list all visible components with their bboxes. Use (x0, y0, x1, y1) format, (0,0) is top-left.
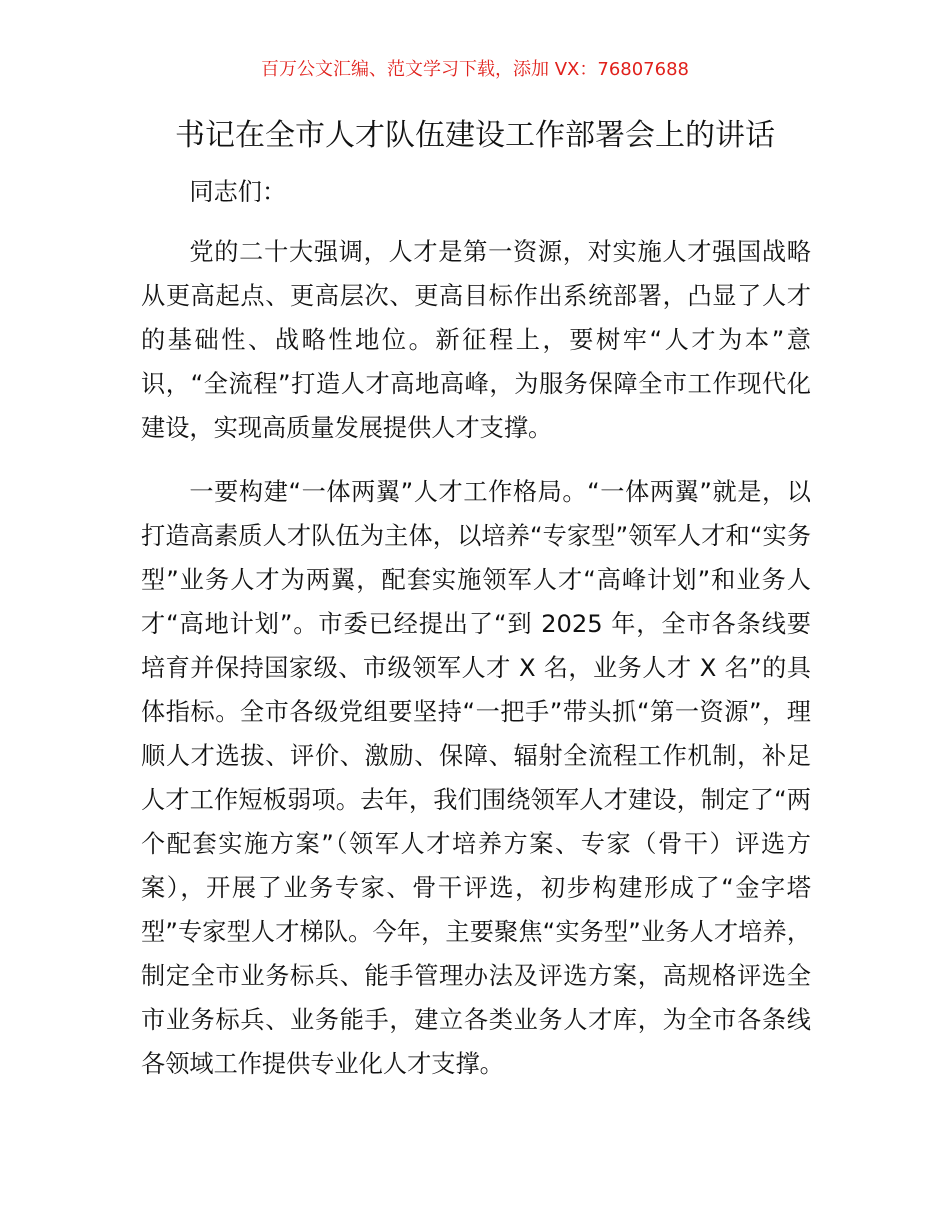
download-banner: 百万公文汇编、范文学习下载，添加 VX：76807688 (261, 59, 689, 80)
paragraph-intro: 党的二十大强调，人才是第一资源，对实施人才强国战略从更高起点、更高层次、更高目标作出系统部署，凸显了人才的基础性、战略性地位。新征程上，要树牢“人才为本”意识，“全流程”打造人才高地高峰，为服务保障全市工作现代化建设，实现高质量发展提供人才支撑。 (141, 238, 811, 442)
paragraph-talent-framework: 一要构建“一体两翼”人才工作格局。“一体两翼”就是，以打造高素质人才队伍为主体，以培养“专家型”领军人才和“实务型”业务人才为两翼，配套实施领军人才“高峰计划”和业务人才“高地计划”。市委已经提出了“到 2025 年，全市各条线要培育并保持国家级、市级领军人才 X 名，业务人才 X 名”的具体指标。全市各级党组要坚持“一把手”带头抓“第一资源”，理顺人才选拔、评价、激励、保障、辐射全流程工作机制，补足人才工作短板弱项。去年，我们围绕领军人才建设，制定了“两个配套实施方案”（领军人才培养方案、专家（骨干）评选方案），开展了业务专家、骨干评选，初步构建形成了“金字塔型”专家型人才梯队。今年，主要聚焦“实务型”业务人才培养，制定全市业务标兵、能手管理办法及评选方案，高规格评选全市业务标兵、业务能手，建立各类业务人才库，为全市各条线各领域工作提供专业化人才支撑。 (141, 478, 812, 1078)
document-title: 书记在全市人才队伍建设工作部署会上的讲话 (175, 118, 775, 153)
salutation: 同志们： (189, 178, 287, 206)
document-body (141, 170, 811, 1106)
